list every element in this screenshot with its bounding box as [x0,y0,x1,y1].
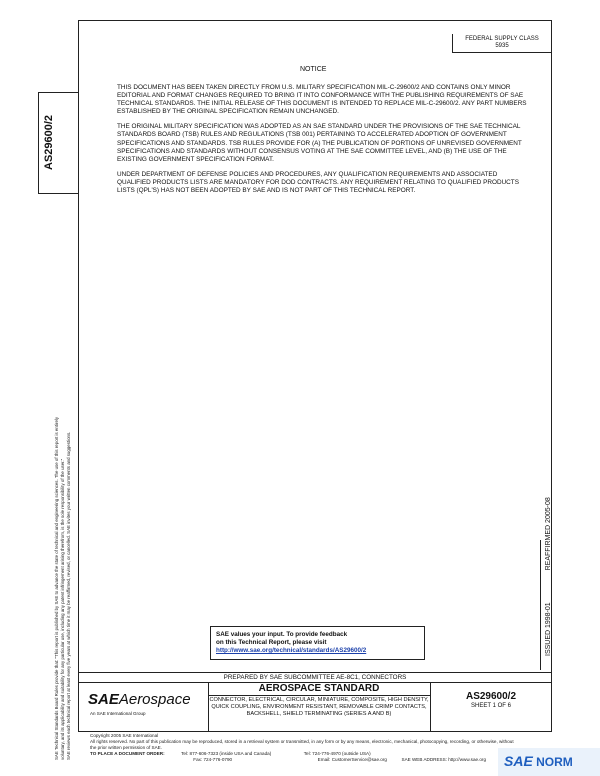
notice-paragraph: UNDER DEPARTMENT OF DEFENSE POLICIES AND PROCEDURES, ANY QUALIFICATION REQUIREMENTS AND ASSOCIATED QUALIFIED PRODUCTS LISTS ARE MANDATORY FOR DOD CONTRACTS. ANY REQUIREMENT RELATING TO QUALIFIED PRODUCTS LISTS (QPL'S) HAS NOT BEEN ADOPTED BY SAE AND IS NOT PART OF THIS TECHNICAL REPORT. [117,170,519,195]
feedback-box [210,626,425,660]
tel-inside: Tel: 877-606-7323 (inside USA and Canada) [181,751,272,756]
side-line: SAE Technical Standards Board Rules provide that: "This report is published by SAE to advance the state of technical and engineering sciences. The use of this report is entirely [54,416,59,760]
issue-divider [540,540,541,670]
sheet-number: SHEET 1 OF 6 [471,703,511,709]
doc-number-cell [430,683,552,731]
order-label: TO PLACE A DOCUMENT ORDER: [90,751,165,756]
notice-title: NOTICE [300,66,327,73]
side-line: voluntary, and its applicability and suitability for any particular use, including any patent infringement arising therefrom, is the sole responsibility of the user." [60,458,65,760]
logo-subtitle: An SAE International Group [90,711,146,716]
sae-aerospace-logo [78,683,209,731]
title-block [78,682,552,731]
federal-supply-class [452,34,551,53]
fax: Fax: 724-776-0790 [193,757,233,762]
sae-norm-watermark [498,748,600,776]
watermark-sae: SAE [504,753,533,769]
notice-paragraph: THIS DOCUMENT HAS BEEN TAKEN DIRECTLY FROM U.S. MILITARY SPECIFICATION MIL-C-29600/2 AND CONTAINS ONLY MINOR EDITORIAL AND FORMAT CHANGES REQUIRED TO BRING IT INTO CONFORMANCE WITH THE PUBLISHING REQUIREMENTS OF SAE TECHNICAL STANDARDS. THE INITIAL RELEASE OF THIS DOCUMENT IS INTENDED TO REPLACE MIL-C-29600/2. ANY PART NUMBERS ESTABLISHED BY THE ORIGINAL SPECIFICATION REMAIN UNCHANGED. [117,84,527,116]
copyright: Copyright 2005 SAE International [90,733,159,738]
prepared-by: PREPARED BY SAE SUBCOMMITTEE AE-8C1, CONNECTORS [78,672,552,683]
vertical-document-number: AS29600/2 [43,114,55,170]
web-address: SAE WEB ADDRESS: http://www.sae.org [401,757,487,762]
feedback-line: SAE values your input. To provide feedback [216,631,348,638]
issued-date: ISSUED 1998-01 [545,602,552,656]
feedback-line: on this Technical Report, please visit [216,639,327,646]
standard-description: CONNECTOR, ELECTRICAL, CIRCULAR, MINIATURE, COMPOSITE, HIGH DENSITY, QUICK COUPLING, ENVIRONMENT RESISTANT, REMOVABLE CRIMP CONTACTS, BACKSHELL, SHIELD TERMINATING (SERIES A AND B) [209,697,429,717]
logo-aerospace: Aerospace [118,691,191,708]
side-line: SAE reviews each technical report at least every five years at which time it may be reaffirmed, revised, or cancelled. SAE invites your written comments and suggestions. [66,431,71,760]
rights-statement: All rights reserved. No part of this publication may be reproduced, stored in a retrieval system or transmitted, in any form or by any means, electronic, mechanical, photocopying, recording, or otherwise, without the prior written permission of SAE. [90,739,514,750]
notice-body [117,84,531,202]
standard-title-cell [208,683,431,731]
watermark-norm: NORM [536,755,573,769]
tel-outside: Tel: 724-776-4970 (outside USA) [303,751,371,756]
notice-paragraph: THE ORIGINAL MILITARY SPECIFICATION WAS ADOPTED AS AN SAE STANDARD UNDER THE PROVISIONS OF THE SAE TECHNICAL STANDARDS BOARD (TSB) RULES AND REGULATIONS (TSB 001) PERTAINING TO ACCELERATED ADOPTION OF GOVERNMENT SPECIFICATIONS AND STANDARDS. TSB RULES PROVIDE FOR (A) THE PUBLICATION OF PORTIONS OF UNREVISED GOVERNMENT SPECIFICATIONS AND STANDARDS WITHOUT CONSENSUS VOTING AT THE SAE COMMITTEE LEVEL, AND (B) THE USE OF THE EXISTING GOVERNMENT SPECIFICATION FORMAT. [117,123,522,163]
logo-sae: SAE [88,691,119,708]
standard-title: AEROSPACE STANDARD [208,683,430,696]
reaffirmed-date: REAFFIRMED 2005-08 [545,497,552,571]
issue-dates [545,497,552,656]
doc-number: AS29600/2 [465,691,517,702]
fsc-number: 5935 [495,43,509,49]
fsc-label: FEDERAL SUPPLY CLASS [465,36,539,42]
email: Email: CustomerService@sae.org [317,757,387,762]
feedback-link[interactable]: http://www.sae.org/technical/standards/AS29600/2 [216,647,367,654]
side-disclaimer [54,417,72,760]
